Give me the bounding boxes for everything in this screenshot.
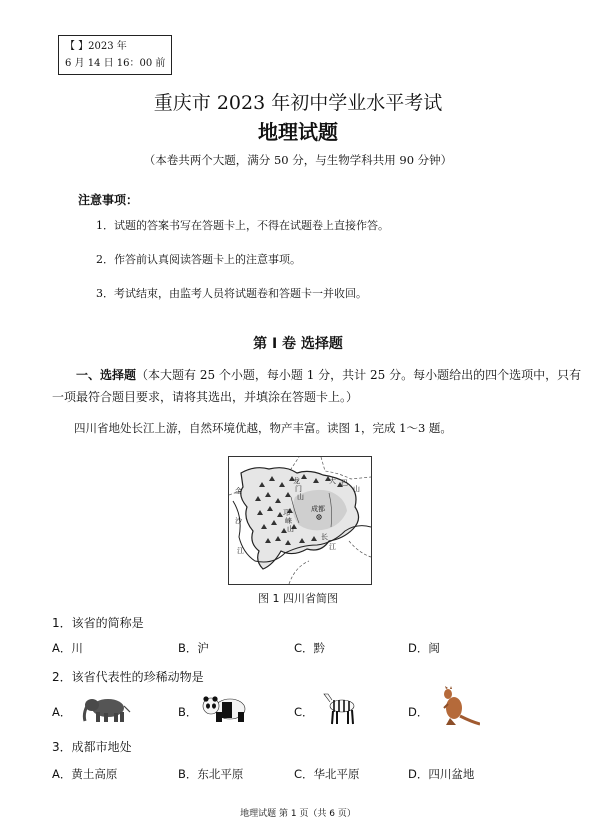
- question-1-stem: 1．该省的简称是: [52, 616, 144, 630]
- notice-item: 3．考试结束，由监考人员将试题卷和答题卡一并收回。: [96, 287, 367, 300]
- question-3-option-b[interactable]: B．东北平原: [178, 767, 244, 781]
- question-1-option-c[interactable]: C．黔: [294, 641, 326, 655]
- kangaroo-icon[interactable]: [432, 686, 480, 726]
- confidential-box: [58, 35, 172, 75]
- question-group-stem: 四川省地处长江上游，自然环境优越，物产丰富。读图 1，完成 1～3 题。: [74, 421, 452, 435]
- notice-heading: 注意事项：: [78, 193, 139, 207]
- zebra-icon[interactable]: [320, 692, 360, 726]
- confidential-line-1: 【 】2023 年: [65, 41, 127, 52]
- province-boundary: [349, 541, 371, 557]
- subject-title: 地理试题: [258, 120, 338, 144]
- question-2-option-b[interactable]: B．: [178, 705, 198, 719]
- question-1-option-d[interactable]: D．闽: [408, 641, 440, 655]
- map-label: 崃: [285, 517, 292, 525]
- chengdu-city-dot: [318, 516, 320, 518]
- province-boundary: [289, 561, 309, 584]
- map-label: 山: [287, 525, 294, 533]
- map-label: 江: [329, 543, 336, 551]
- question-2-option-a[interactable]: A．: [52, 705, 72, 719]
- question-2-option-d[interactable]: D．: [408, 705, 429, 719]
- map-label: 长: [321, 533, 328, 541]
- question-3-option-d[interactable]: D．四川盆地: [408, 767, 475, 781]
- panda-icon[interactable]: [200, 694, 250, 724]
- map-label: 江: [237, 547, 244, 555]
- question-2-stem: 2．该省代表性的珍稀动物是: [52, 670, 204, 684]
- map-label: 邛: [283, 509, 290, 517]
- part-description: （本大题有 25 个小题，每小题 1 分，共计 25 分。每小题给出的四个选项中，只有一项最符合题目要求，请将其选出，并填涂在答题卡上。）: [52, 368, 582, 404]
- notice-item: 2．作答前认真阅读答题卡上的注意事项。: [96, 253, 301, 266]
- map-label: 山: [353, 485, 360, 493]
- question-3-option-c[interactable]: C．华北平原: [294, 767, 360, 781]
- part-label: 一、选择题: [76, 368, 137, 382]
- map-label: 门: [295, 485, 302, 493]
- page-footer: 地理试题 第 1 页（共 6 页）: [240, 809, 356, 819]
- section-title: 第 I 卷 选择题: [253, 336, 343, 352]
- map-label: 山: [297, 493, 304, 501]
- map-label: 成都: [311, 505, 325, 513]
- map-label: 金: [235, 487, 242, 495]
- notice-item: 1．试题的答案书写在答题卡上，不得在试题卷上直接作答。: [96, 219, 389, 232]
- confidential-line-2: 6 月 14 日 16：00 前: [65, 58, 166, 69]
- map-label: 龙: [293, 477, 300, 485]
- elephant-icon[interactable]: [82, 696, 132, 724]
- exam-info: （本卷共两个大题，满分 50 分，与生物学科共用 90 分钟）: [143, 153, 453, 167]
- figure-caption: 图 1 四川省简图: [258, 592, 338, 605]
- part-intro: [52, 364, 582, 408]
- exam-title: 重庆市 2023 年初中学业水平考试: [153, 92, 443, 114]
- question-3-option-a[interactable]: A．黄土高原: [52, 767, 118, 781]
- map-label: 沙: [235, 517, 242, 525]
- map-label: 巴: [341, 479, 348, 487]
- sichuan-map: [228, 456, 372, 585]
- question-1-option-a[interactable]: A．川: [52, 641, 83, 655]
- question-1-option-b[interactable]: B．沪: [178, 641, 209, 655]
- map-label: 大: [329, 477, 336, 485]
- question-2-option-c[interactable]: C．: [294, 705, 314, 719]
- question-3-stem: 3．成都市地处: [52, 740, 132, 754]
